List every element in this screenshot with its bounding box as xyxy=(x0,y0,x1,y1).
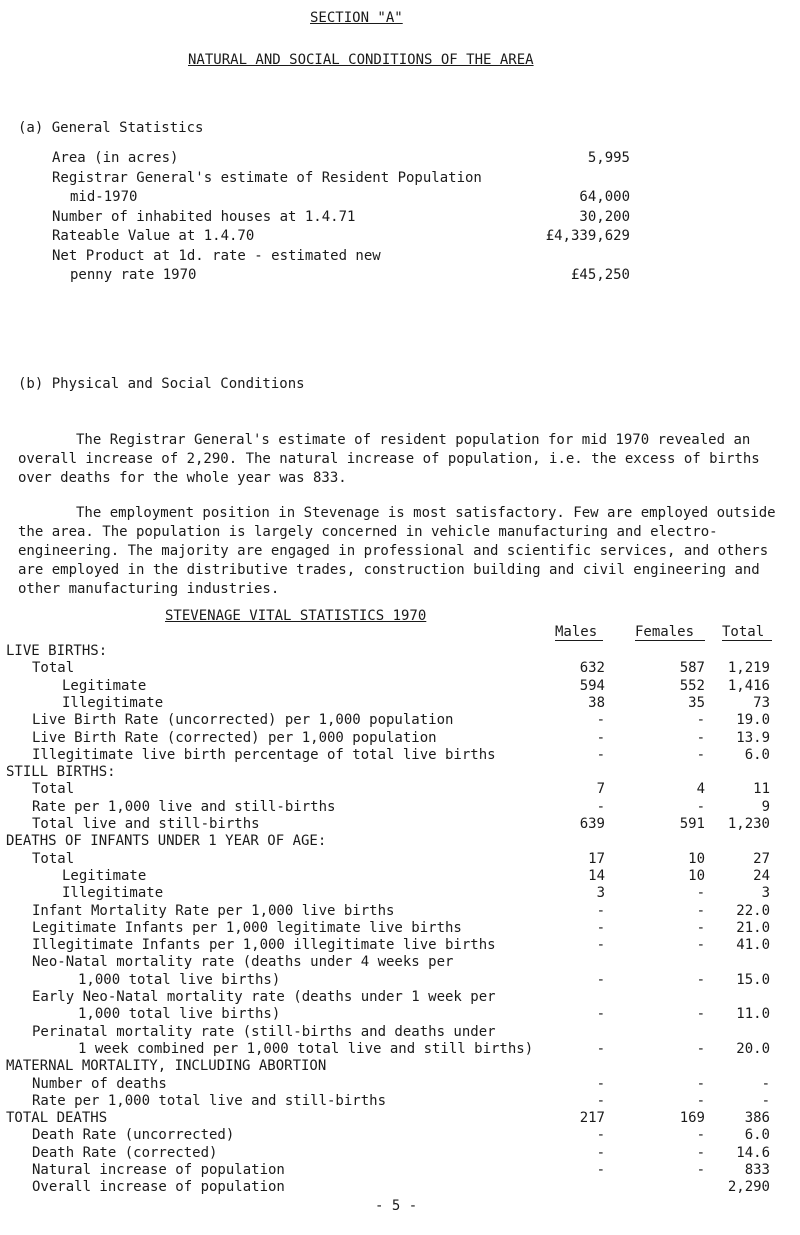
total-cell: 9 xyxy=(761,798,770,815)
females-cell: 552 xyxy=(679,677,705,694)
table-row xyxy=(0,1058,800,1077)
row-label: Total xyxy=(32,850,75,867)
males-cell: - xyxy=(596,729,605,746)
females-cell: - xyxy=(696,919,705,936)
total-cell: 14.6 xyxy=(736,1144,770,1161)
row-label: Live Birth Rate (corrected) per 1,000 population xyxy=(32,729,437,746)
males-cell: - xyxy=(596,1006,605,1023)
table-row xyxy=(0,1127,800,1146)
table-row xyxy=(0,851,800,870)
table-row xyxy=(0,868,800,887)
general-stat-value: 30,200 xyxy=(579,208,630,225)
table-row xyxy=(0,764,800,783)
total-cell: 13.9 xyxy=(736,729,770,746)
row-label: Neo-Natal mortality rate (deaths under 4 weeks per xyxy=(32,954,454,971)
row-label: Legitimate xyxy=(62,677,147,694)
females-cell: - xyxy=(696,712,705,729)
row-label: Live Birth Rate (uncorrected) per 1,000 population xyxy=(32,712,454,729)
row-label: Rate per 1,000 total live and still-births xyxy=(32,1092,387,1109)
row-label: Death Rate (corrected) xyxy=(32,1144,218,1161)
females-cell: 10 xyxy=(688,867,705,884)
table-row xyxy=(0,1162,800,1181)
table-row xyxy=(0,1076,800,1095)
males-cell: - xyxy=(596,1092,605,1109)
total-cell: 41.0 xyxy=(736,937,770,954)
males-cell: 17 xyxy=(588,850,605,867)
total-cell: 1,219 xyxy=(727,660,770,677)
col-header-females: Females xyxy=(635,624,695,640)
males-cell: 3 xyxy=(596,885,605,902)
table-row xyxy=(0,747,800,766)
table-row xyxy=(0,660,800,679)
table-row xyxy=(0,885,800,904)
males-cell: 632 xyxy=(579,660,605,677)
females-rule xyxy=(635,640,705,641)
row-label: Illegitimate live birth percentage of total live births xyxy=(32,746,496,763)
row-label: 1,000 total live births) xyxy=(78,971,281,988)
general-stat-value: £45,250 xyxy=(570,267,630,283)
table-row xyxy=(0,1110,800,1129)
row-label: Natural increase of population xyxy=(32,1162,285,1178)
row-label: MATERNAL MORTALITY, INCLUDING ABORTION xyxy=(6,1058,327,1075)
females-cell: - xyxy=(696,902,705,919)
table-row xyxy=(0,1179,800,1198)
general-stat-label: Number of inhabited houses at 1.4.71 xyxy=(52,208,356,225)
total-cell: 21.0 xyxy=(736,919,770,936)
page-title: NATURAL AND SOCIAL CONDITIONS OF THE AREA xyxy=(188,52,534,68)
row-label: DEATHS OF INFANTS UNDER 1 YEAR OF AGE: xyxy=(6,833,327,850)
males-cell: - xyxy=(596,1040,605,1057)
females-cell: - xyxy=(696,1075,705,1092)
table-row xyxy=(0,1041,800,1060)
table-row xyxy=(0,1093,800,1112)
row-label: Total xyxy=(32,781,75,798)
males-cell: - xyxy=(596,798,605,815)
total-cell: 11.0 xyxy=(736,1006,770,1023)
females-cell: - xyxy=(696,1040,705,1057)
total-rule xyxy=(722,640,772,641)
females-cell: - xyxy=(696,746,705,763)
females-cell: 587 xyxy=(679,660,705,677)
males-cell: 7 xyxy=(596,781,605,798)
males-cell: 38 xyxy=(588,694,605,711)
males-cell: - xyxy=(596,1127,605,1144)
females-cell: - xyxy=(696,971,705,988)
page-number: - 5 - xyxy=(375,1198,418,1214)
general-stat-value: 64,000 xyxy=(579,189,630,205)
physical-social-heading: (b) Physical and Social Conditions xyxy=(18,376,305,392)
males-cell: - xyxy=(596,971,605,988)
females-cell: - xyxy=(696,1127,705,1144)
row-label: Illegitimate Infants per 1,000 illegitimate live births xyxy=(32,937,496,954)
total-cell: 386 xyxy=(744,1110,770,1127)
general-statistics-heading: (a) General Statistics xyxy=(18,120,204,136)
total-cell: 20.0 xyxy=(736,1040,770,1057)
row-label: Illegitimate xyxy=(62,694,164,711)
females-cell: 35 xyxy=(688,694,705,711)
table-row xyxy=(0,695,800,714)
row-label: Illegitimate xyxy=(62,885,164,902)
employment-paragraph: The employment position in Stevenage is most satisfactory. Few are employed outside the area. The population is largely concerned in vehicle manufacturing and electro-engineering. The majority are engaged in professional and scientific services, and others are employed in the distributive trades, construction building and civil engineering and other manufacturing industries. xyxy=(18,505,776,597)
females-cell: 4 xyxy=(696,781,705,798)
males-cell: 217 xyxy=(579,1110,605,1127)
males-rule xyxy=(555,640,603,641)
females-cell: - xyxy=(696,1092,705,1109)
total-cell: 15.0 xyxy=(736,971,770,988)
females-cell: - xyxy=(696,798,705,815)
females-cell: 169 xyxy=(679,1110,705,1127)
table-row xyxy=(0,937,800,956)
table-row xyxy=(0,903,800,922)
row-label: Perinatal mortality rate (still-births and deaths under xyxy=(32,1023,496,1040)
table-row xyxy=(0,1145,800,1164)
females-cell: - xyxy=(696,937,705,954)
general-stat-value: £4,339,629 xyxy=(545,228,630,244)
total-cell: 6.0 xyxy=(744,746,770,763)
row-label: Overall increase of population xyxy=(32,1179,285,1196)
table-row xyxy=(0,954,800,973)
general-stat-label: Net Product at 1d. rate - estimated new xyxy=(52,247,381,264)
total-cell: 22.0 xyxy=(736,902,770,919)
total-cell: 1,416 xyxy=(727,677,770,694)
females-cell: - xyxy=(696,1162,705,1178)
row-label: 1,000 total live births) xyxy=(78,1006,281,1023)
males-cell: - xyxy=(596,919,605,936)
total-cell: 2,290 xyxy=(727,1179,770,1196)
table-row xyxy=(0,833,800,852)
row-label: TOTAL DEATHS xyxy=(6,1110,108,1127)
females-cell: - xyxy=(696,885,705,902)
males-cell: - xyxy=(596,1162,605,1178)
total-cell: - xyxy=(761,1075,770,1092)
total-cell: 833 xyxy=(744,1162,770,1178)
females-cell: 10 xyxy=(688,850,705,867)
total-cell: 73 xyxy=(753,694,770,711)
males-cell: - xyxy=(596,902,605,919)
population-paragraph: The Registrar General's estimate of resident population for mid 1970 revealed an overall increase of 2,290. The natural increase of population, i.e. the excess of births over deaths for the whole year was 833. xyxy=(18,432,760,486)
row-label: Rate per 1,000 live and still-births xyxy=(32,798,336,815)
table-row xyxy=(0,1006,800,1025)
row-label: Infant Mortality Rate per 1,000 live births xyxy=(32,902,395,919)
table-row xyxy=(0,972,800,991)
row-label: 1 week combined per 1,000 total live and still births) xyxy=(78,1040,534,1057)
table-row xyxy=(0,816,800,835)
total-cell: 27 xyxy=(753,850,770,867)
row-label: Legitimate xyxy=(62,867,147,884)
row-label: Number of deaths xyxy=(32,1075,167,1092)
col-header-males: Males xyxy=(555,624,598,640)
general-stat-label: Registrar General's estimate of Resident Population xyxy=(52,169,482,186)
row-label: Legitimate Infants per 1,000 legitimate live births xyxy=(32,919,462,936)
general-stat-label: penny rate 1970 xyxy=(70,267,197,283)
row-label: Early Neo-Natal mortality rate (deaths under 1 week per xyxy=(32,989,496,1005)
row-label: Total live and still-births xyxy=(32,816,260,832)
table-row xyxy=(0,799,800,818)
males-cell: - xyxy=(596,1144,605,1161)
males-cell: - xyxy=(596,1075,605,1092)
females-cell: - xyxy=(696,729,705,746)
table-row xyxy=(0,730,800,749)
general-stat-value: 5,995 xyxy=(587,150,630,166)
males-cell: 594 xyxy=(579,677,605,694)
general-stat-label: Rateable Value at 1.4.70 xyxy=(52,228,255,244)
table-row xyxy=(0,712,800,731)
section-heading: SECTION "A" xyxy=(310,10,403,26)
table-row xyxy=(0,1024,800,1043)
males-cell: 639 xyxy=(579,816,605,832)
females-cell: - xyxy=(696,1144,705,1161)
total-cell: - xyxy=(761,1092,770,1109)
table-row xyxy=(0,920,800,939)
total-cell: 6.0 xyxy=(744,1127,770,1144)
table-row xyxy=(0,678,800,697)
table-row xyxy=(0,989,800,1008)
general-stat-label: mid-1970 xyxy=(70,189,138,205)
males-cell: 14 xyxy=(588,867,605,884)
total-cell: 24 xyxy=(753,867,770,884)
general-stat-label: Area (in acres) xyxy=(52,150,179,166)
females-cell: - xyxy=(696,1006,705,1023)
total-cell: 1,230 xyxy=(727,816,770,832)
total-cell: 3 xyxy=(761,885,770,902)
males-cell: - xyxy=(596,937,605,954)
males-cell: - xyxy=(596,712,605,729)
row-label: LIVE BIRTHS: xyxy=(6,643,108,659)
row-label: Death Rate (uncorrected) xyxy=(32,1127,235,1144)
females-cell: 591 xyxy=(679,816,705,832)
table-row xyxy=(0,643,800,662)
col-header-total: Total xyxy=(722,624,765,640)
row-label: STILL BIRTHS: xyxy=(6,764,116,781)
table-row xyxy=(0,781,800,800)
row-label: Total xyxy=(32,660,75,677)
vital-statistics-title: STEVENAGE VITAL STATISTICS 1970 xyxy=(165,608,427,624)
total-cell: 19.0 xyxy=(736,712,770,729)
total-cell: 11 xyxy=(753,781,770,798)
males-cell: - xyxy=(596,746,605,763)
